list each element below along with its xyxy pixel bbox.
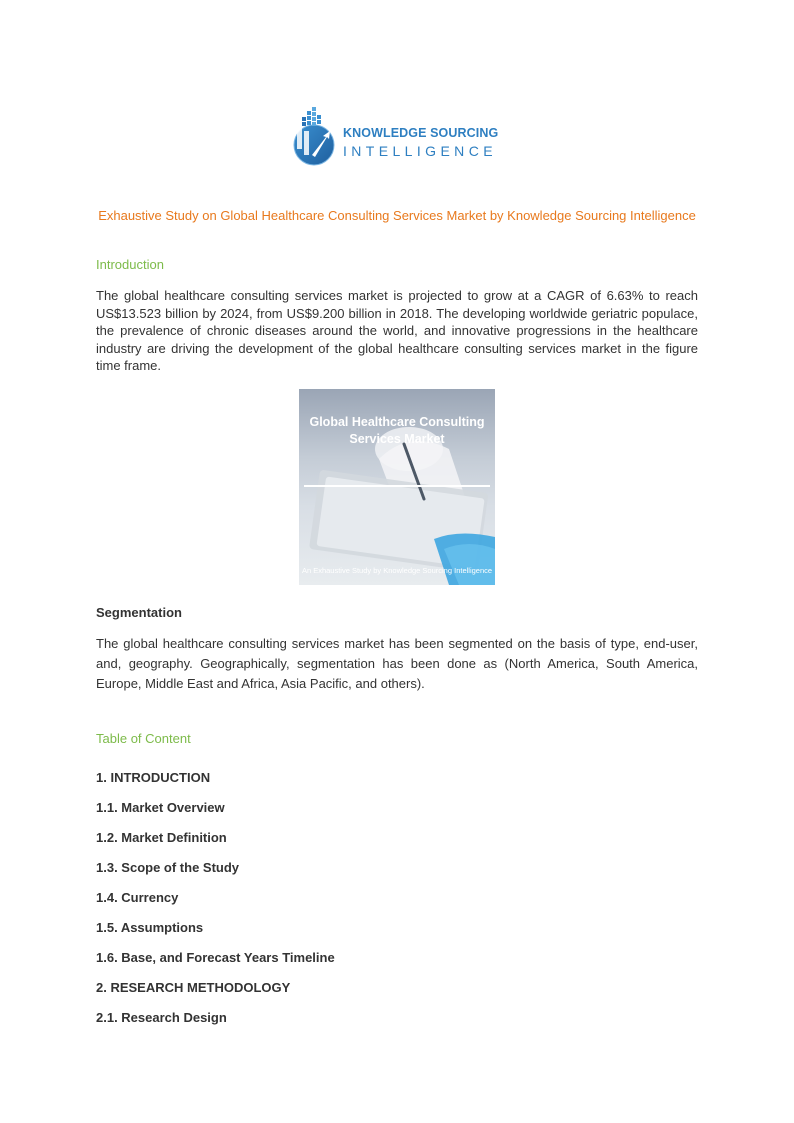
cover-divider: [304, 485, 490, 487]
segmentation-heading: Segmentation: [96, 605, 182, 620]
toc-item: 1.2. Market Definition: [96, 830, 227, 845]
toc-item: 1.4. Currency: [96, 890, 179, 905]
toc-item: 2. RESEARCH METHODOLOGY: [96, 980, 291, 995]
cover-title: [299, 414, 495, 448]
toc-item: 1.5. Assumptions: [96, 920, 204, 935]
company-logo: [290, 107, 510, 167]
logo-text-line1: KNOWLEDGE SOURCING: [343, 126, 499, 140]
toc-item: 1.6. Base, and Forecast Years Timeline: [96, 950, 335, 965]
toc-item: 2.1. Research Design: [96, 1010, 227, 1025]
toc-item: 1.3. Scope of the Study: [96, 860, 240, 875]
logo-text-line2: INTELLIGENCE: [343, 143, 497, 159]
segmentation-paragraph: The global healthcare consulting services market has been segmented on the basis of type, end-user, and, geography. Geographically, segmentation has been done as (North America, South America, Europe, Middle East and Africa, Asia Pacific, and others).: [96, 636, 698, 691]
cover-caption: An Exhaustive Study by Knowledge Sourcing Intelligence: [301, 566, 493, 575]
document-title: Exhaustive Study on Global Healthcare Consulting Services Market by Knowledge Sourcing Intelligence: [98, 208, 696, 223]
toc-item: 1. INTRODUCTION: [96, 770, 211, 785]
introduction-paragraph: The global healthcare consulting services market is projected to grow at a CAGR of 6.63% to reach US$13.523 billion by 2024, from US$9.200 billion in 2018. The developing worldwide geriatric populace, the prevalence of chronic diseases around the world, and innovative progressions in the healthcare industry are driving the development of the global healthcare consulting services market in the figure time frame.: [96, 288, 698, 374]
toc-heading: Table of Content: [96, 731, 191, 746]
cover-title-line1: Global Healthcare Consulting: [309, 415, 485, 429]
toc-item: 1.1. Market Overview: [96, 800, 225, 815]
introduction-heading: Introduction: [96, 257, 164, 272]
bar-chart-globe-icon: [290, 107, 342, 167]
cover-title-line2: Services Market: [349, 432, 445, 446]
market-report-cover-image: [299, 389, 495, 585]
